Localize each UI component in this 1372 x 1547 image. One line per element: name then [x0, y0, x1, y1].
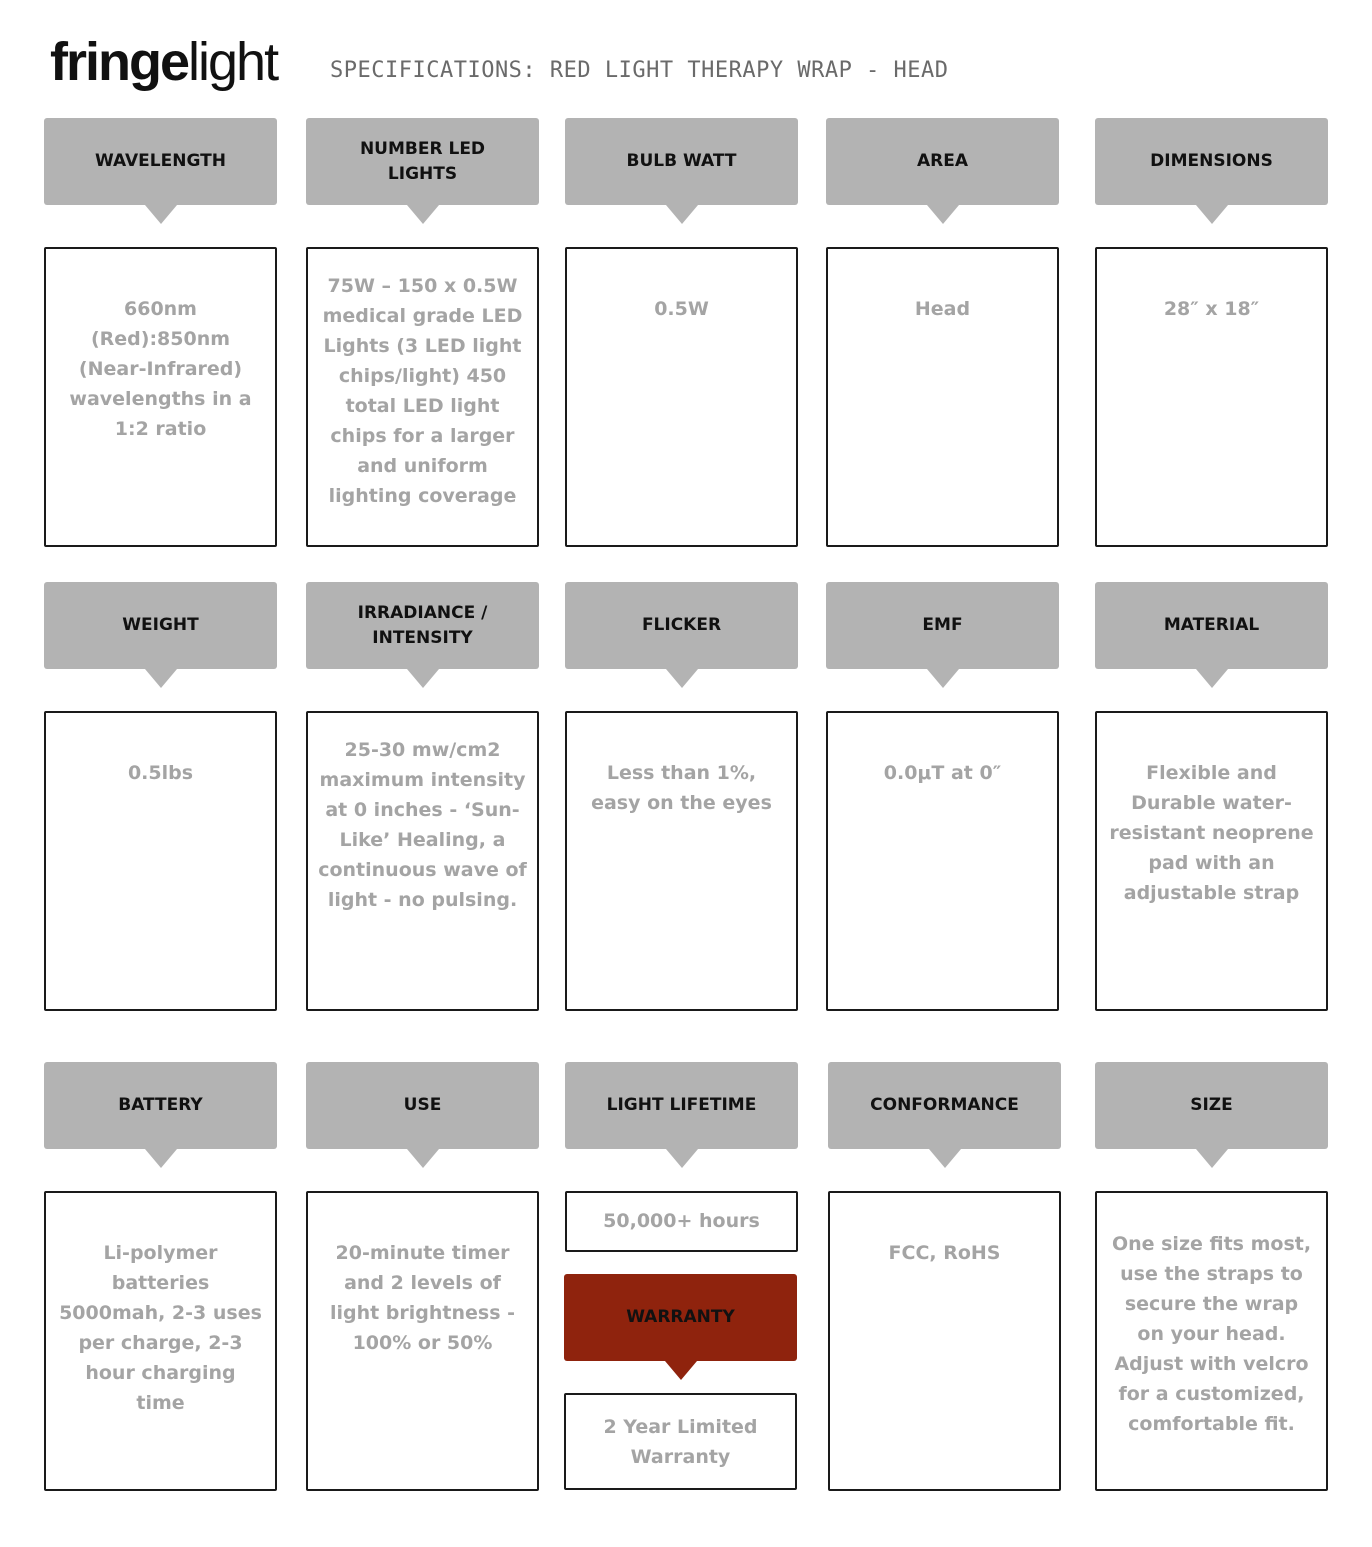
value-dimensions: 28″ x 18″ [1095, 247, 1328, 547]
value-flicker: Less than 1%, easy on the eyes [565, 711, 798, 1011]
page-title: SPECIFICATIONS: RED LIGHT THERAPY WRAP - HEAD [330, 58, 949, 83]
value-material: Flexible and Durable water-resistant neoprene pad with an adjustable strap [1095, 711, 1328, 1011]
header-flicker: FLICKER [565, 582, 798, 669]
header-irradiance: IRRADIANCE / INTENSITY [306, 582, 539, 669]
value-weight: 0.5lbs [44, 711, 277, 1011]
header-weight: WEIGHT [44, 582, 277, 669]
value-conformance: FCC, RoHS [828, 1191, 1061, 1491]
value-wavelength: 660nm (Red):850nm (Near-Infrared) wavelengths in a 1:2 ratio [44, 247, 277, 547]
fringelight-logo [50, 30, 277, 94]
header-wavelength: WAVELENGTH [44, 118, 277, 205]
header-warranty: WARRANTY [564, 1274, 797, 1361]
value-bulb-watt: 0.5W [565, 247, 798, 547]
value-area: Head [826, 247, 1059, 547]
header-area: AREA [826, 118, 1059, 205]
header-conformance: CONFORMANCE [828, 1062, 1061, 1149]
value-light-lifetime: 50,000+ hours [565, 1191, 798, 1252]
value-warranty: 2 Year Limited Warranty [564, 1393, 797, 1490]
header-use: USE [306, 1062, 539, 1149]
value-emf: 0.0μT at 0″ [826, 711, 1059, 1011]
header-battery: BATTERY [44, 1062, 277, 1149]
value-use: 20-minute timer and 2 levels of light brightness - 100% or 50% [306, 1191, 539, 1491]
value-battery: Li-polymer batteries 5000mah, 2-3 uses per charge, 2-3 hour charging time [44, 1191, 277, 1491]
header-bulb-watt: BULB WATT [565, 118, 798, 205]
header-emf: EMF [826, 582, 1059, 669]
header-dimensions: DIMENSIONS [1095, 118, 1328, 205]
value-size: One size fits most, use the straps to secure the wrap on your head. Adjust with velcro for a customized, comfortable fit. [1095, 1191, 1328, 1491]
header-light-lifetime: LIGHT LIFETIME [565, 1062, 798, 1149]
header-number-led: NUMBER LED LIGHTS [306, 118, 539, 205]
header-size: SIZE [1095, 1062, 1328, 1149]
header-material: MATERIAL [1095, 582, 1328, 669]
value-number-led: 75W – 150 x 0.5W medical grade LED Lights (3 LED light chips/light) 450 total LED light chips for a larger and uniform lighting coverage [306, 247, 539, 547]
value-irradiance: 25-30 mw/cm2 maximum intensity at 0 inches - ‘Sun-Like’ Healing, a continuous wave of light - no pulsing. [306, 711, 539, 1011]
logo-light-part: light [188, 32, 278, 92]
logo-bold-part: fringe [50, 32, 189, 92]
